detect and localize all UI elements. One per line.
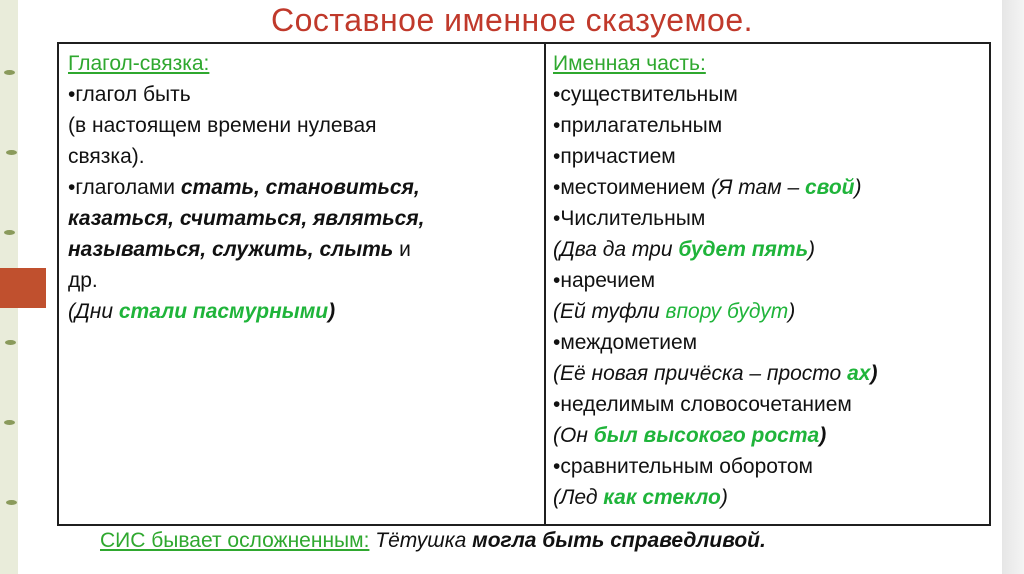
verbs-item-cont: называться, служить, слыть и xyxy=(68,238,411,261)
slide-title: Составное именное сказуемое. xyxy=(270,2,754,38)
footer-predicate: могла быть справедливой. xyxy=(472,529,766,552)
accent-bar xyxy=(0,268,46,308)
verbs-item: •глаголами стать, становиться, xyxy=(68,176,420,199)
zero-copula-note: (в настоящем времени нулевая xyxy=(68,114,377,137)
adverb-item: •наречием xyxy=(553,269,656,292)
linking-verb-header: Глагол-связка: xyxy=(68,52,210,75)
adjective-item: •прилагательным xyxy=(553,114,723,137)
verbs-list: стать, становиться, xyxy=(180,176,420,199)
leaf-decoration xyxy=(6,150,17,155)
example-predicate: стали пасмурными xyxy=(118,300,329,323)
verbs-list: называться, служить, слыть xyxy=(68,238,394,261)
phrase-predicate: был высокого роста xyxy=(593,424,820,447)
leaf-decoration xyxy=(4,230,15,235)
verbs-etc: др. xyxy=(68,269,98,292)
column-divider xyxy=(544,44,546,524)
phrase-item: •неделимым словосочетанием xyxy=(553,393,852,416)
noun-item: •существительным xyxy=(553,83,738,106)
leaf-decoration xyxy=(6,500,17,505)
leaf-decoration xyxy=(5,340,16,345)
interjection-predicate: ах xyxy=(847,362,871,385)
comparative-example: (Лед как стекло) xyxy=(553,486,728,509)
comparative-predicate: как стекло xyxy=(603,486,721,509)
pronoun-item: •местоимением (Я там – свой) xyxy=(553,176,862,199)
participle-item: •причастием xyxy=(553,145,676,168)
leaf-decoration xyxy=(4,420,15,425)
verb-byt-item: •глагол быть xyxy=(68,83,191,106)
adverb-example: (Ей туфли впору будут) xyxy=(553,300,796,323)
pronoun-predicate: свой xyxy=(804,176,855,199)
verbs-list: казаться, считаться, являться, xyxy=(68,207,425,230)
example-sentence: (Дни стали пасмурными) xyxy=(68,300,336,323)
footer-subject: Тётушка xyxy=(369,529,473,552)
numeral-predicate: будет пять xyxy=(678,238,809,261)
adverb-predicate: впору будут xyxy=(665,300,789,323)
numeral-example: (Два да три будет пять) xyxy=(553,238,816,261)
numeral-item: •Числительным xyxy=(553,207,706,230)
interjection-example: (Её новая причёска – просто ах) xyxy=(553,362,878,385)
footer-label: СИС бывает осложненным: xyxy=(100,529,370,552)
footer-note xyxy=(100,526,766,556)
nominal-part-column xyxy=(553,48,985,513)
zero-copula-note-cont: связка). xyxy=(68,145,145,168)
leaf-decoration xyxy=(4,70,15,75)
right-decor-strip xyxy=(1002,0,1024,574)
nominal-part-header: Именная часть: xyxy=(553,52,706,75)
linking-verb-column xyxy=(68,48,538,327)
interjection-item: •междометием xyxy=(553,331,698,354)
comparative-item: •сравнительным оборотом xyxy=(553,455,813,478)
phrase-example: (Он был высокого роста) xyxy=(553,424,827,447)
